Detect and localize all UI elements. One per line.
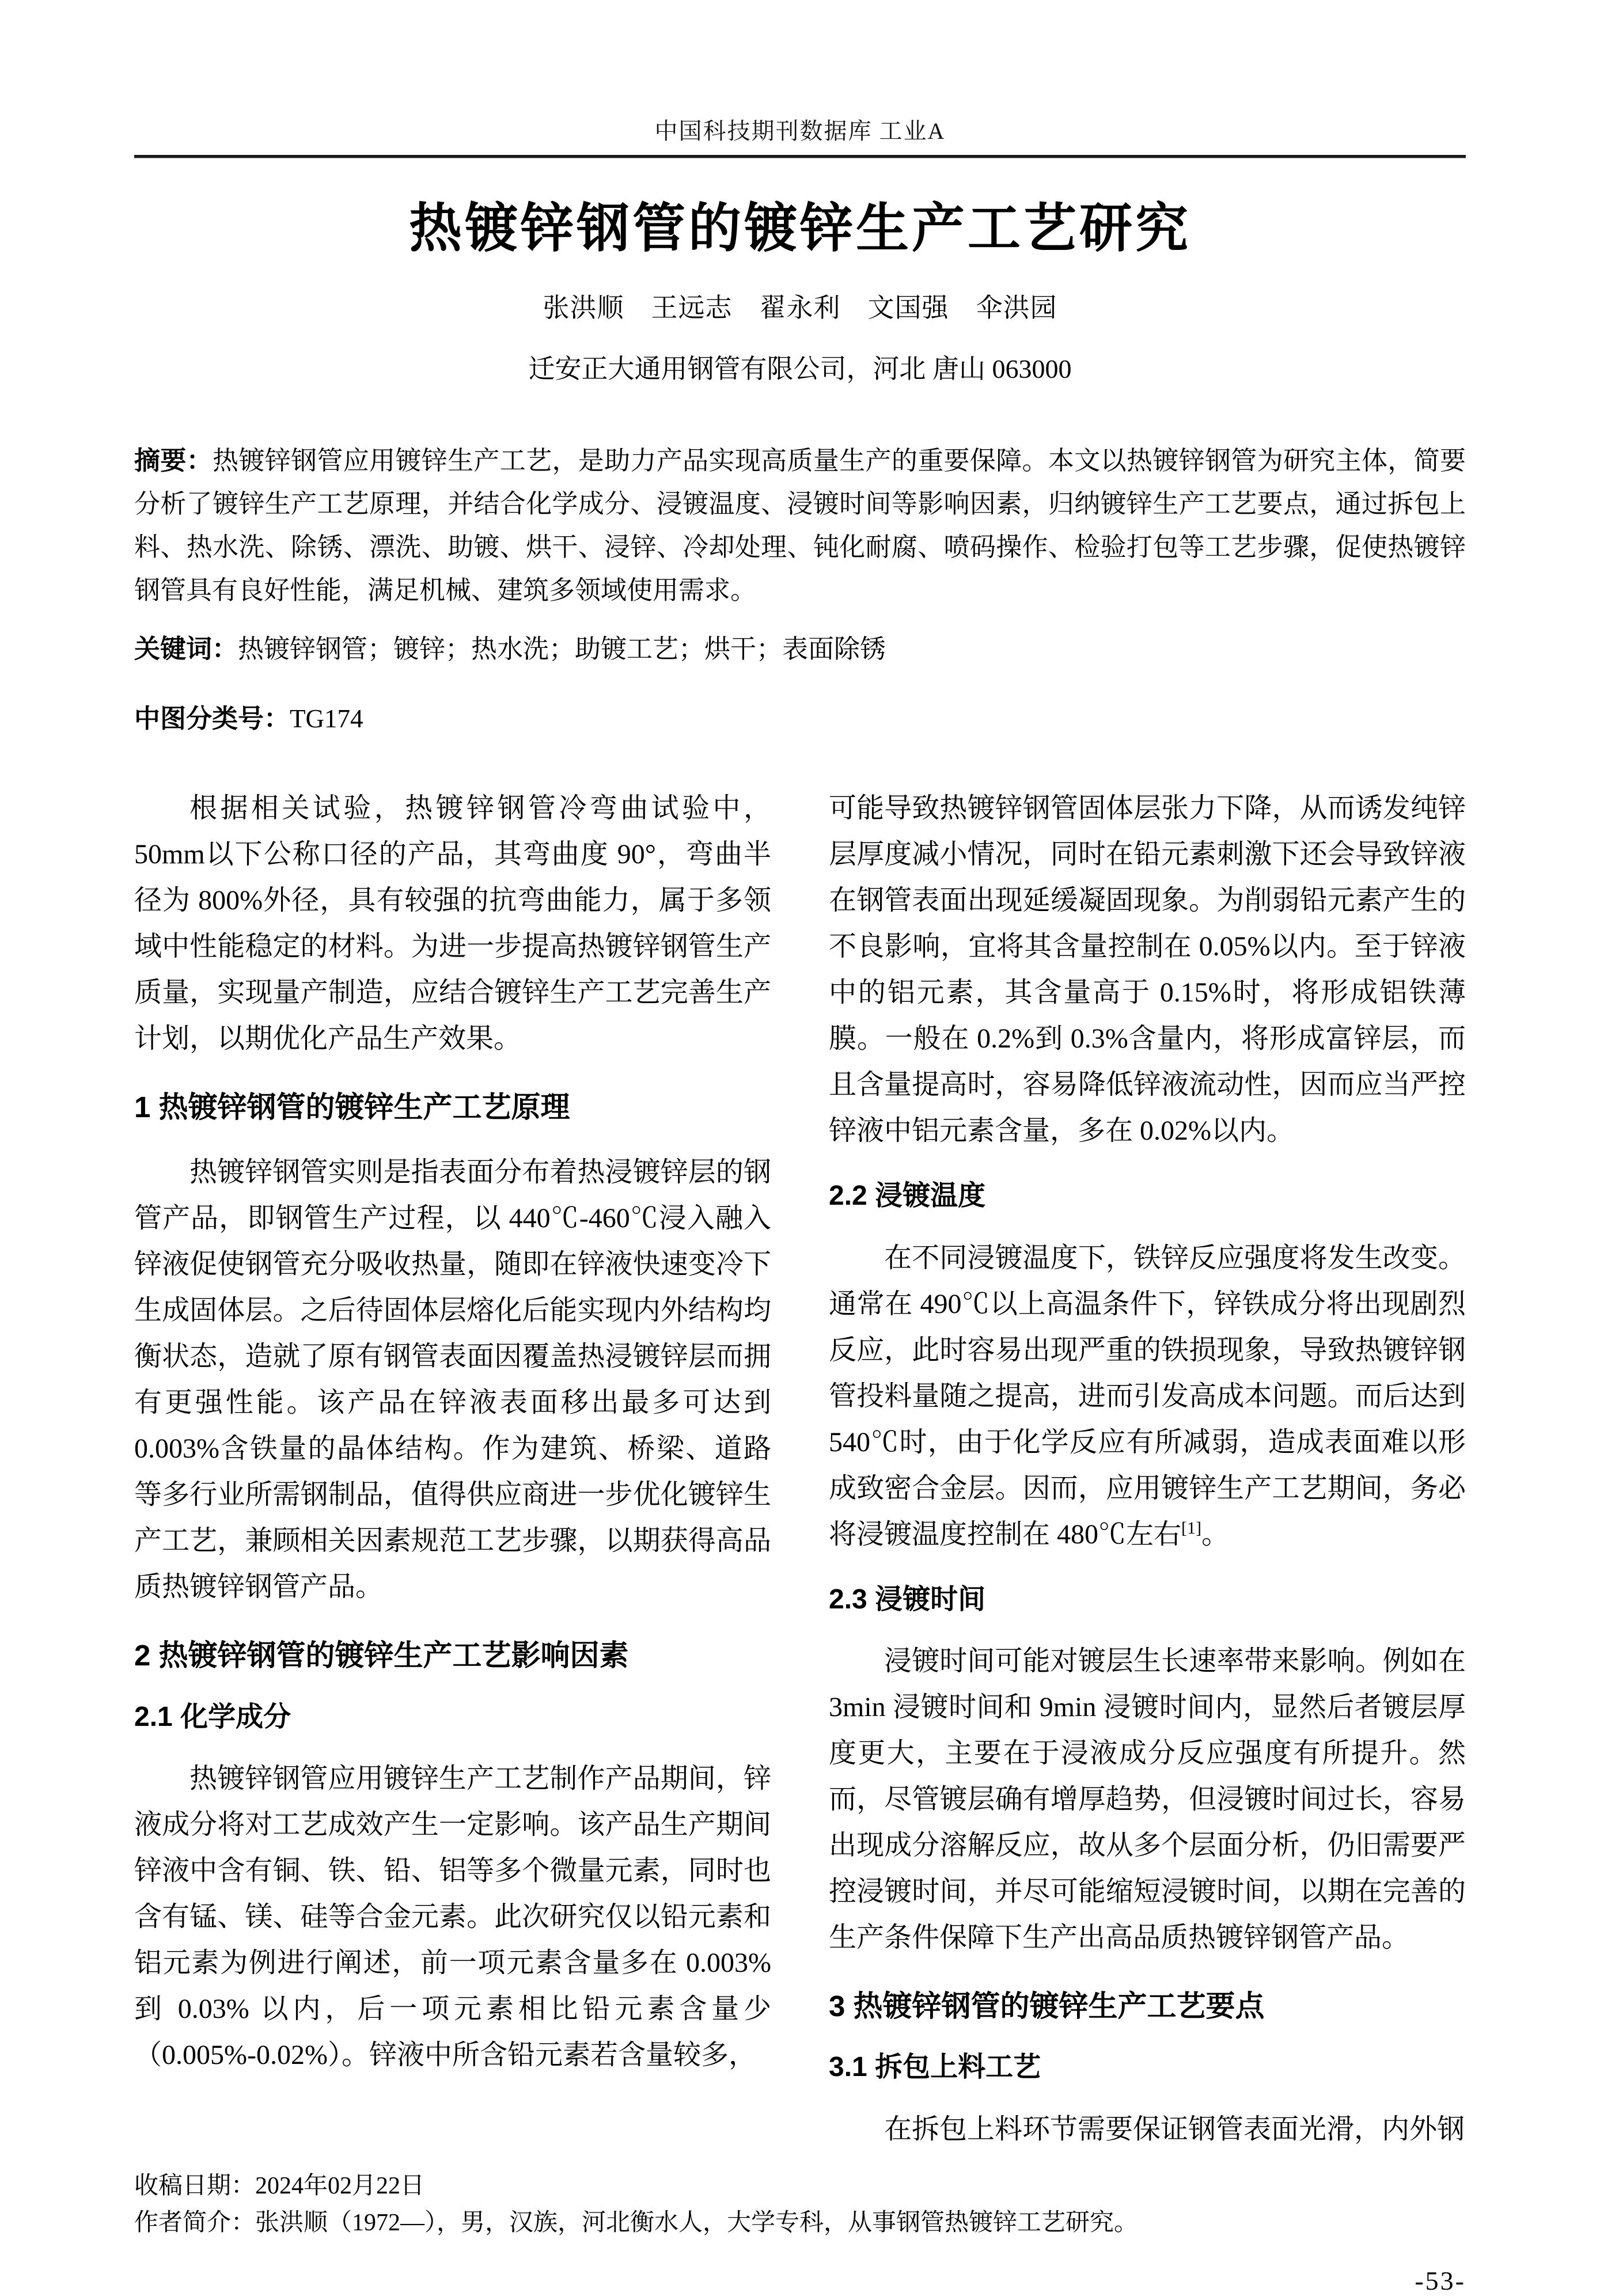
abstract-label: 摘要： <box>134 446 213 476</box>
footnote-block <box>134 2168 1466 2241</box>
section-heading-3: 3 热镀锌钢管的镀锌生产工艺要点 <box>829 1989 1265 2022</box>
author-list: 张洪顺 王远志 翟永利 文国强 伞洪园 <box>543 293 1057 323</box>
author-bio-text: 张洪顺（1972—），男，汉族，河北衡水人，大学专科，从事钢管热镀锌工艺研究。 <box>255 2209 1139 2236</box>
article-title: 热镀锌钢管的镀锌生产工艺研究 <box>408 199 1191 258</box>
section-heading-3-1: 3.1 拆包上料工艺 <box>829 2052 1041 2083</box>
received-date-value: 2024年02月22日 <box>255 2172 425 2199</box>
clc-number: TG174 <box>290 704 363 734</box>
paragraph-section1: 热镀锌钢管实则是指表面分布着热浸镀锌层的钢管产品，即钢管生产过程，以 440℃-460℃浸入融入锌液促使钢管充分吸收热量，随即在锌液快速变冷下生成固体层。之后待固体层熔化后能实现内外结构均衡状态，造就了原有钢管表面因覆盖热浸镀锌层而拥有更强性能。该产品在锌液表面移出最多可达到 0.003%含铁量的晶体结构。作为建筑、桥梁、道路等多行业所需钢制品，值得供应商进一步优化镀锌生产工艺，兼顾相关因素规范工艺步骤，以期获得高品质热镀锌钢管产品。 <box>134 1157 771 1603</box>
paragraph-section2-2-text: 在不同浸镀温度下，铁锌反应强度将发生改变。通常在 490℃以上高温条件下，锌铁成分将出现剧烈反应，此时容易出现严重的铁损现象，导致热镀锌钢管投料量随之提高，进而引发高成本问题。而后达到 540℃时，由于化学反应有所减弱，造成表面难以形成致密合金层。因而，应用镀锌生产工艺期间，务必将浸镀温度控制在 480℃左右 <box>829 1242 1466 1550</box>
author-bio-label: 作者简介： <box>134 2209 256 2236</box>
section-heading-2: 2 热镀锌钢管的镀锌生产工艺影响因素 <box>134 1639 629 1672</box>
body-columns <box>134 785 1466 2152</box>
page-content <box>134 0 1466 2296</box>
author-bio-line <box>134 2204 1466 2241</box>
received-date-label: 收稿日期： <box>134 2172 256 2199</box>
journal-header: 中国科技期刊数据库 工业A <box>654 118 946 144</box>
section-heading-2-1: 2.1 化学成分 <box>134 1701 291 1732</box>
keywords-label: 关键词： <box>134 634 238 664</box>
right-column <box>829 785 1466 2152</box>
clc-label: 中图分类号： <box>134 704 290 734</box>
section-heading-1: 1 热镀锌钢管的镀锌生产工艺原理 <box>134 1091 570 1124</box>
section-heading-2-3: 2.3 浸镀时间 <box>829 1584 986 1615</box>
paragraph-section2-2-end: 。 <box>1201 1519 1230 1550</box>
paragraph-section3-1: 在拆包上料环节需要保证钢管表面光滑，内外钢 <box>884 2113 1465 2145</box>
paragraph-section2-1-cont: 可能导致热镀锌钢管固体层张力下降，从而诱发纯锌层厚度减小情况，同时在铅元素刺激下还会导致锌液在钢管表面出现延缓凝固现象。为削弱铅元素产生的不良影响，宜将其含量控制在 0.05%以内。至于锌液中的铝元素，其含量高于 0.15%时，将形成铝铁薄膜。一般在 0.2%到 0.3%含量内，将形成富锌层，而且含量提高时，容易降低锌液流动性，因而应当严控锌液中铝元素含量，多在 0.02%以内。 <box>829 793 1466 1147</box>
paragraph-section2-2 <box>829 1235 1466 1558</box>
paragraph-intro: 根据相关试验，热镀锌钢管冷弯曲试验中，50mm以下公称口径的产品，其弯曲度 90°，弯曲半径为 800%外径，具有较强的抗弯曲能力，属于多领域中性能稳定的材料。为进一步提高热镀锌钢管生产质量，实现量产制造，应结合镀锌生产工艺完善生产计划，以期优化产品生产效果。 <box>134 793 771 1054</box>
section-heading-2-2: 2.2 浸镀温度 <box>829 1181 986 1212</box>
affiliation: 迁安正大通用钢管有限公司，河北 唐山 063000 <box>528 354 1072 384</box>
reference-marker: [1] <box>1181 1518 1201 1538</box>
keywords-line <box>134 627 1466 671</box>
received-date-line <box>134 2168 1466 2204</box>
abstract <box>134 439 1466 612</box>
paragraph-section2-3: 浸镀时间可能对镀层生长速率带来影响。例如在 3min 浸镀时间和 9min 浸镀时间内，显然后者镀层厚度更大，主要在于浸液成分反应强度有所提升。然而，尽管镀层确有增厚趋势，但浸镀时间过长，容易出现成分溶解反应，故从多个层面分析，仍旧需要严控浸镀时间，并尽可能缩短浸镀时间，以期在完善的生产条件保障下生产出高品质热镀锌钢管产品。 <box>829 1645 1466 1953</box>
clc-line <box>134 697 1466 741</box>
keywords-text: 热镀锌钢管；镀锌；热水洗；助镀工艺；烘干；表面除锈 <box>238 635 886 664</box>
left-column <box>134 785 771 2078</box>
paragraph-section2-1: 热镀锌钢管应用镀锌生产工艺制作产品期间，锌液成分将对工艺成效产生一定影响。该产品生产期间锌液中含有铜、铁、铅、铝等多个微量元素，同时也含有锰、镁、硅等合金元素。此次研究仅以铅元素和铝元素为例进行阐述，前一项元素含量多在 0.003%到 0.03% 以内，后一项元素相比铅元素含量少（0.005%-0.02%）。锌液中所含铅元素若含量较多， <box>134 1763 771 2071</box>
abstract-text: 热镀锌钢管应用镀锌生产工艺，是助力产品实现高质量生产的重要保障。本文以热镀锌钢管为研究主体，简要分析了镀锌生产工艺原理，并结合化学成分、浸镀温度、浸镀时间等影响因素，归纳镀锌生产工艺要点，通过拆包上料、热水洗、除锈、漂洗、助镀、烘干、浸锌、冷却处理、钝化耐腐、喷码操作、检验打包等工艺步骤，促使热镀锌钢管具有良好性能，满足机械、建筑多领域使用需求。 <box>134 446 1466 605</box>
header-rule <box>134 155 1466 158</box>
page-number: -53- <box>1415 2265 1466 2295</box>
